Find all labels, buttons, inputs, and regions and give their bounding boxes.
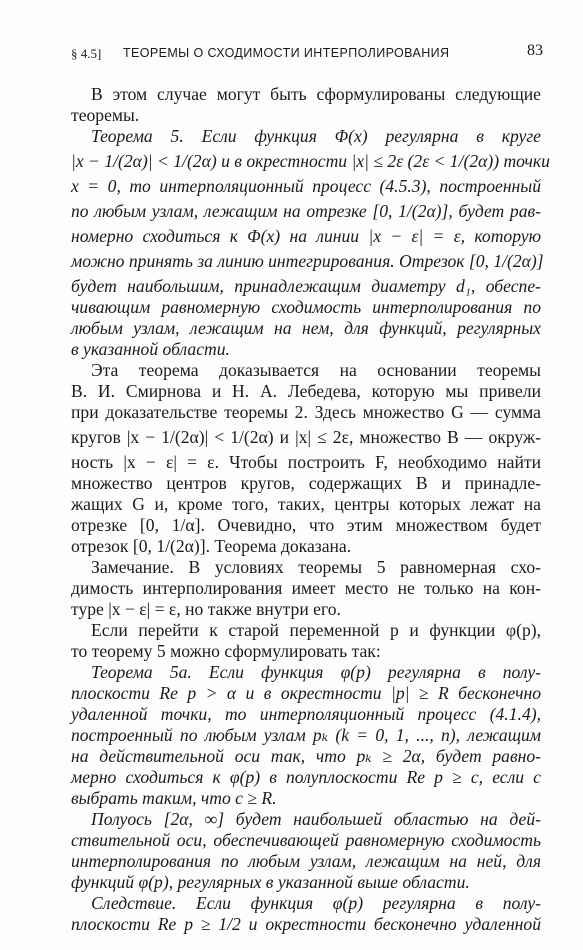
text-line: кругов |x − 1/(2α)| < 1/(2α) и |x| ≤ 2ε, множество B — окруж- <box>71 427 541 447</box>
text-line: В этом случае могут быть сформулированы следующие <box>91 84 541 104</box>
text-line: то теорему 5 можно сформулировать так: <box>71 641 381 661</box>
text-line: при доказательстве теоремы 2. Здесь множество G — сумма <box>71 402 541 422</box>
text-line: отрезке [0, 1/α]. Очевидно, что этим множеством будет <box>71 515 541 535</box>
text-line: любым узлам, лежащим на нем, для функций, регулярных <box>71 318 541 338</box>
running-header <box>71 42 543 64</box>
page-body <box>71 84 550 935</box>
text-line: жащих G и, кроме того, таких, центры которых лежат на <box>71 494 541 514</box>
text-line: x = 0, то интерполяционный процесс (4.5.3), построенный <box>71 176 541 196</box>
text-line: Следствие. Если функция φ(p) регулярна в полу- <box>91 893 541 913</box>
text-line: по любым узлам, лежащим на отрезке [0, 1/(2α)], будет рав- <box>71 201 541 221</box>
text-line: функций φ(p), регулярных в указанной выше области. <box>71 872 470 892</box>
text-line: димость интерполирования имеет место не только на кон- <box>71 578 541 598</box>
text-line: Замечание. В условиях теоремы 5 равномерная схо- <box>91 557 541 577</box>
text-line: номерно сходиться к Φ(x) на линии |x − ε| = ε, которую <box>71 226 541 246</box>
text-line: интерполирования по любым узлам, лежащим на ней, для <box>71 851 541 871</box>
text-line: ность |x − ε| = ε. Чтобы построить F, необходимо найти <box>71 452 541 472</box>
text-line: теоремы. <box>71 105 140 125</box>
text-line: построенный по любым узлам pₖ (k = 0, 1, ..., n), лежащим <box>71 725 541 745</box>
text-line: |x − 1/(2α)| < 1/(2α) и в окрестности |x| ≤ 2ε (2ε < 1/(2α)) точки <box>71 151 550 171</box>
text-line: в указанной области. <box>71 339 230 359</box>
section-ref: § 4.5] <box>71 46 102 61</box>
text-line: будет наибольшим, принадлежащим диаметру d₁, обеспе- <box>71 276 541 296</box>
page-number: 83 <box>527 42 543 59</box>
text-line: множество центров кругов, содержащих B и принадле- <box>71 473 541 493</box>
text-line: чивающим равномерную сходимость интерполирования по <box>71 297 541 317</box>
text-line: отрезок [0, 1/(2α)]. Теорема доказана. <box>71 536 352 556</box>
text-line: плоскости Re p > α и в окрестности |p| ≥ R бесконечно <box>71 683 541 703</box>
text-line: Полуось [2α, ∞] будет наибольшей областью на дей- <box>91 809 541 829</box>
text-line: удаленной точки, то интерполяционный процесс (4.1.4), <box>71 704 541 724</box>
text-line: на действительной оси так, что pₖ ≥ 2α, будет равно- <box>71 746 541 766</box>
text-line: плоскости Re p ≥ 1/2 и окрестности бесконечно удаленной <box>71 914 541 934</box>
text-line: можно принять за линию интегрирования. Отрезок [0, 1/(2α)] <box>71 251 544 271</box>
text-line: мерно сходиться к φ(p) в полуплоскости Re p ≥ c, если c <box>71 767 541 787</box>
text-line: выбрать таким, что c ≥ R. <box>71 788 277 808</box>
text-line: Теорема 5а. Если функция φ(p) регулярна в полу- <box>91 662 541 682</box>
running-title: ТЕОРЕМЫ О СХОДИМОСТИ ИНТЕРПОЛИРОВАНИЯ <box>123 46 450 60</box>
text-line: Эта теорема доказывается на основании теоремы <box>91 360 541 380</box>
text-line: В. И. Смирнова и Н. А. Лебедева, которую мы привели <box>71 381 541 401</box>
text-line: Если перейти к старой переменной p и функции φ(p), <box>91 620 541 640</box>
text-line: туре |x − ε| = ε, но также внутри его. <box>71 599 341 619</box>
text-line: Теорема 5. Если функция Φ(x) регулярна в круге <box>91 126 541 146</box>
text-line: ствительной оси, обеспечивающей равномерную сходимость <box>71 830 541 850</box>
